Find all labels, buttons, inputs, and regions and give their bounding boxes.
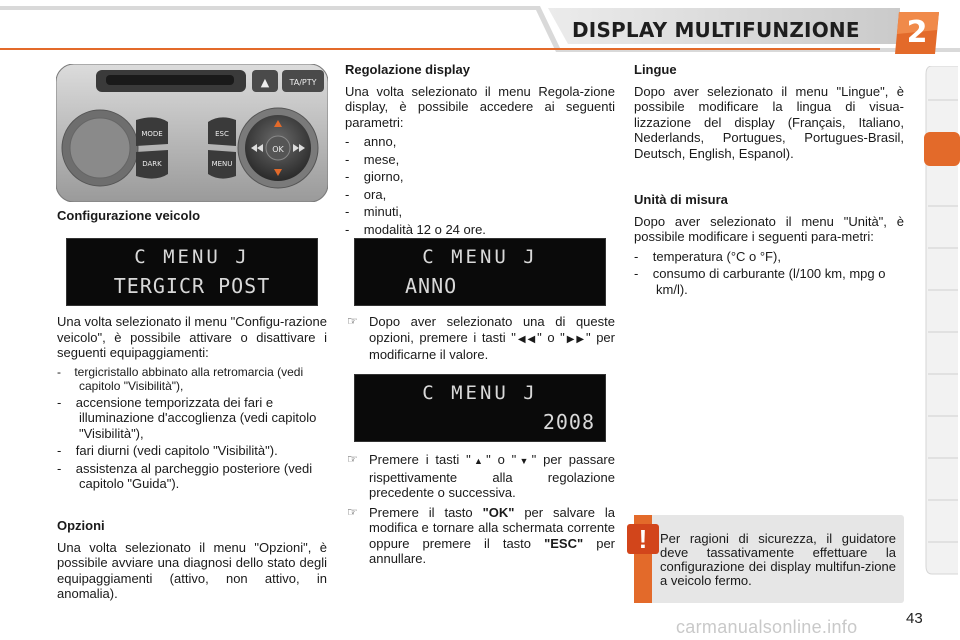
list-item: - minuti, (345, 204, 403, 219)
list-item: - anno, (345, 134, 397, 149)
regolazione-intro: Una volta selezionato il menu Regola-zione display, è possibile accedere ai seguenti parametri: (345, 83, 615, 130)
lcd-screen-config (66, 238, 318, 306)
lcd-screen-anno (354, 238, 606, 306)
regolazione-heading: Regolazione display (345, 62, 470, 77)
lcd-menu-line: C MENU J (422, 246, 538, 268)
control-panel-illustration (56, 64, 328, 202)
watermark: carmanualsonline.info (676, 617, 858, 637)
list-item: - modalità 12 o 24 ore. (345, 221, 486, 237)
triangle-down-icon: ▼ (516, 456, 532, 466)
chapter-number: 2 (906, 15, 928, 50)
lcd-menu-line: C MENU J (134, 246, 250, 268)
list-item: - consumo di carburante (l/100 km, mpg o km/l). (634, 266, 886, 297)
list-item: - tergicristallo abbinato alla retromarcia (vedi capitolo "Visibilità"), (57, 364, 304, 393)
mode-button[interactable]: MODE (141, 130, 163, 138)
dark-button[interactable]: DARK (142, 160, 162, 168)
eject-icon: ▲ (260, 76, 270, 89)
unita-heading: Unità di misura (634, 192, 728, 207)
list-item: - assistenza al parcheggio posteriore (vedi capitolo "Guida"). (57, 460, 313, 491)
unita-text: Dopo aver selezionato il menu "Unità", è possibile modificare i seguenti para-metri: (634, 213, 904, 244)
list-item: - ora, (345, 186, 387, 202)
ok-button[interactable]: OK (272, 145, 284, 154)
list-item: - mese, (345, 151, 400, 167)
opzioni-heading: Opzioni (57, 518, 105, 533)
lingue-heading: Lingue (634, 62, 677, 77)
lcd-menu-line: C MENU J (422, 382, 538, 404)
instruction-bullet: ☞ Premere il tasto "OK" per salvare la modifica e tornare alla schermata corrente oppure premere il tasto "ESC" per annullare. (347, 504, 616, 566)
arrow-right-icon: ☞ (347, 452, 358, 466)
list-item: - accensione temporizzata dei fari e illuminazione d'accoglienza (vedi capitolo "Visibilità"), (57, 394, 317, 441)
fast-forward-icon: ▶▶ (564, 333, 586, 345)
lingue-text: Dopo aver selezionato il menu "Lingue", è possibile modificare la lingua di visua-lizzazione del display (Français, Italiano, Nederlands, Portugues, Portugues-Brasil, Deutsch, English, Espanol). (634, 83, 904, 161)
triangle-up-icon: ▲ (470, 456, 487, 466)
warning-icon: ! (627, 524, 659, 554)
opzioni-text: Una volta selezionato il menu "Opzioni", è possibile avviare una diagnosi dello stato degli equipaggiamenti (attivo, non attivo, in anomalia). (57, 539, 327, 601)
list-item: - fari diurni (vedi capitolo "Visibilità"). (57, 443, 278, 458)
arrow-right-icon: ☞ (347, 504, 358, 519)
list-item: - temperatura (°C o °F), (634, 248, 781, 264)
menu-button[interactable]: MENU (211, 160, 233, 168)
lcd-value-line: TERGICR POST (113, 274, 271, 298)
rewind-icon: ◀◀ (515, 333, 538, 345)
arrow-right-icon: ☞ (347, 314, 358, 328)
lcd-value-line: ANNO (405, 274, 458, 298)
chapter-tabs (922, 66, 960, 576)
page-number: 43 (906, 610, 923, 627)
ta-pty-button[interactable]: TA/PTY (289, 78, 317, 87)
instruction-bullet: ☞ Premere i tasti "▲" o "▼" per passare rispettivamente alla regolazione precedente o successiva. (347, 452, 615, 500)
list-item: - giorno, (345, 169, 404, 184)
lcd-value-line: 2008 (542, 410, 595, 434)
esc-button[interactable]: ESC (215, 130, 229, 138)
lcd-screen-year (354, 374, 606, 442)
page-title: DISPLAY MULTIFUNZIONE (572, 18, 860, 42)
configurazione-heading: Configurazione veicolo (57, 208, 201, 223)
instruction-bullet: ☞ Dopo aver selezionato una di queste opzioni, premere i tasti "◀◀" o "▶▶" per modificarne il valore. (347, 314, 615, 362)
warning-text: Per ragioni di sicurezza, il guidatore deve tassativamente effettuare la configurazione dei display multifun-zione a veicolo fermo. (660, 531, 896, 588)
config-intro: Una volta selezionato il menu "Configu-razione veicolo", è possibile attivare o disattivare i seguenti equipaggiamenti: (57, 314, 327, 360)
